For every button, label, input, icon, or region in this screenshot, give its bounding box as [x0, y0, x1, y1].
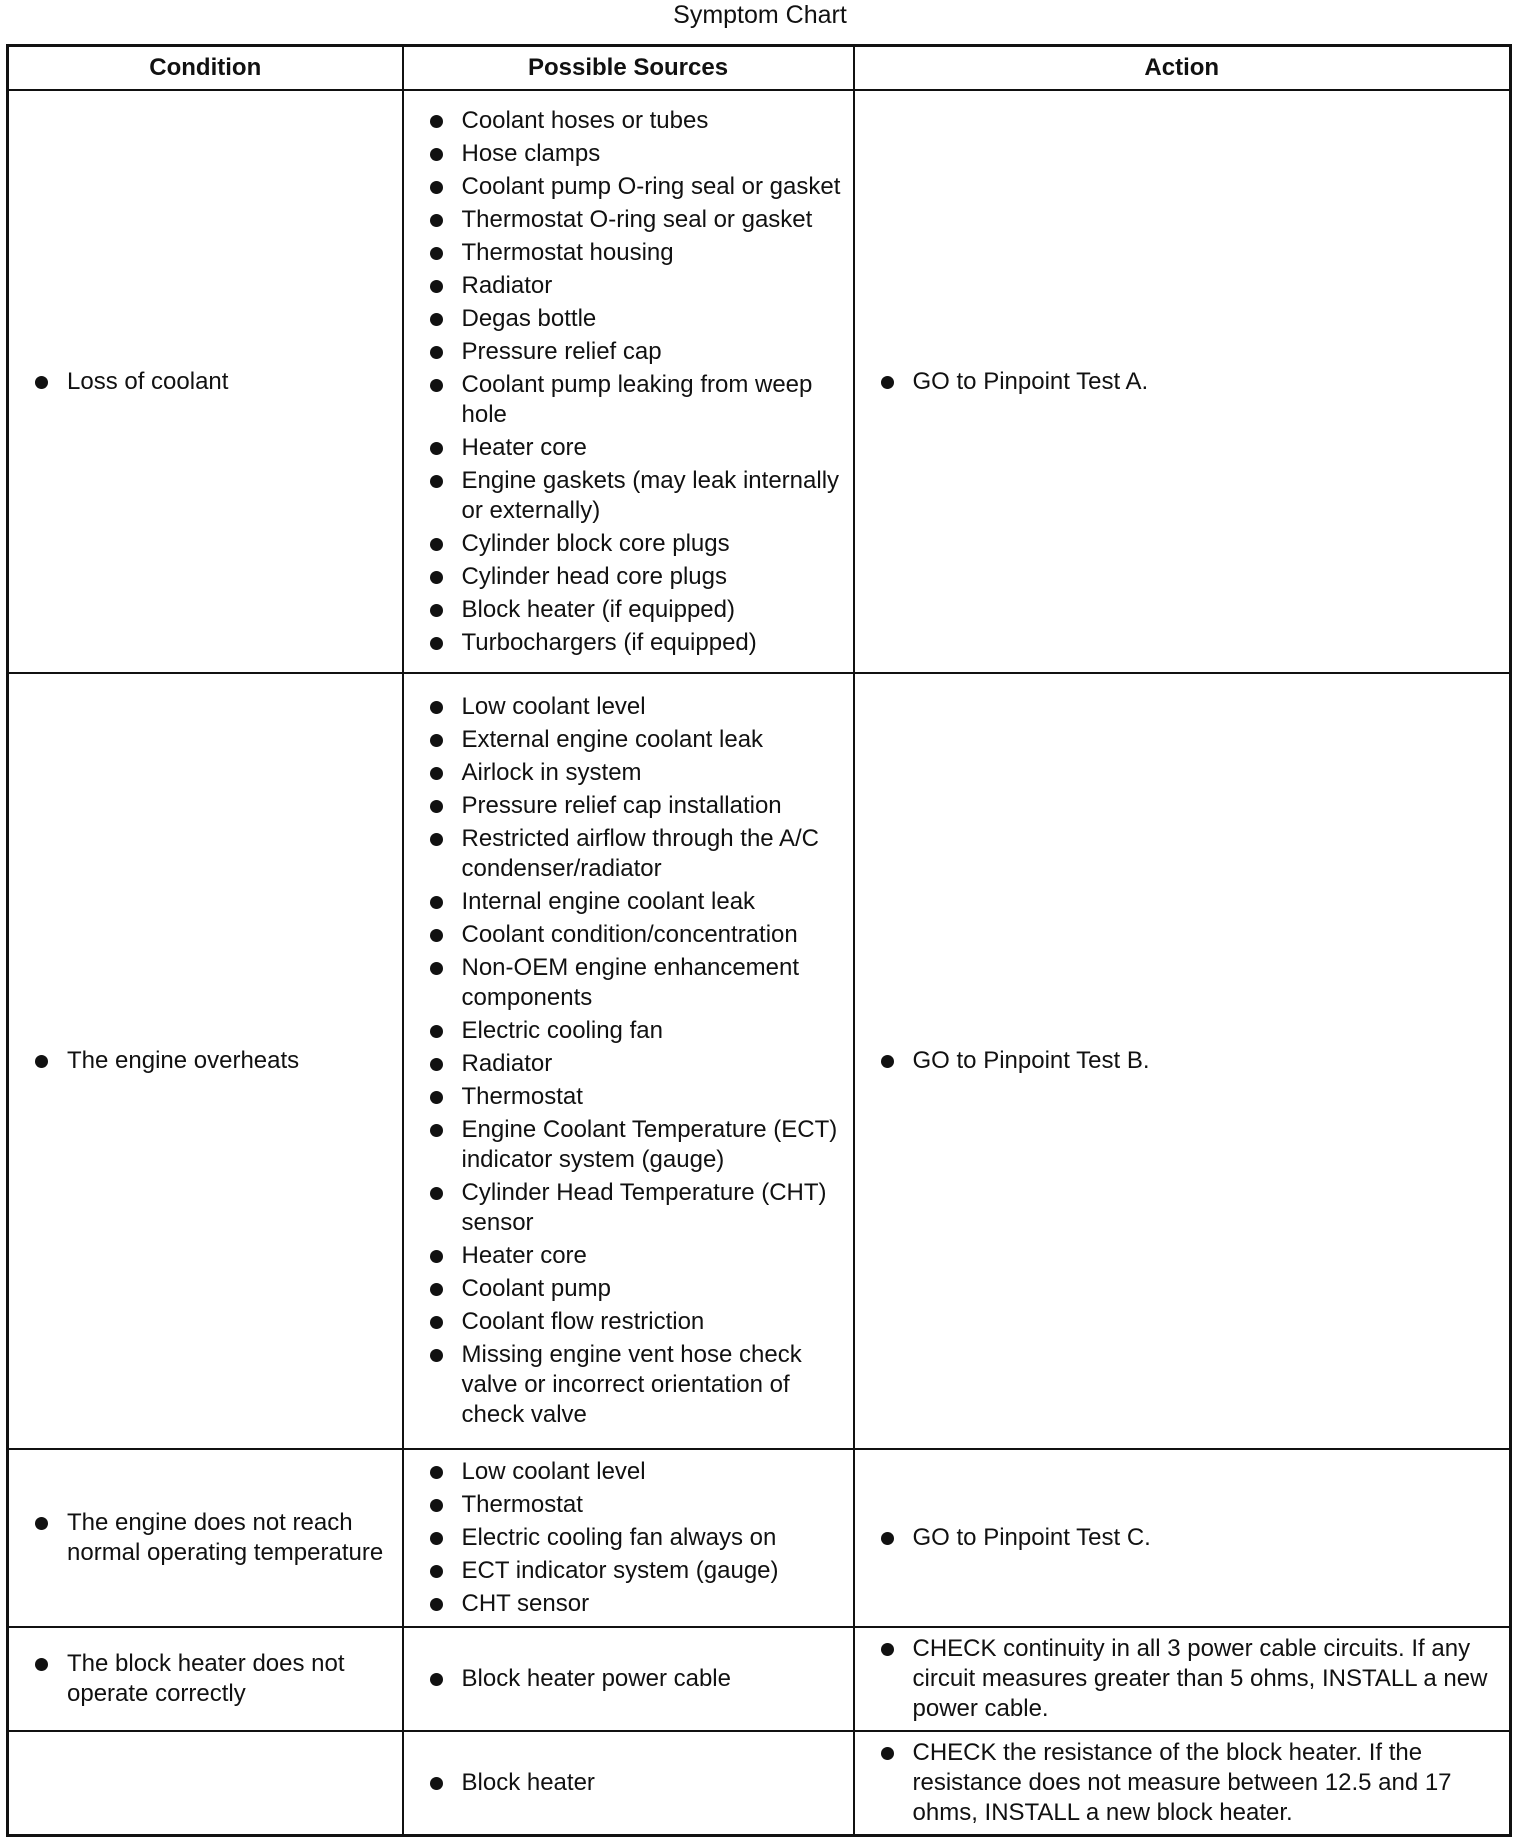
table-row: [8, 90, 1511, 673]
table-row: [8, 1731, 1511, 1835]
source-item: Engine Coolant Temperature (ECT) indicator system (gauge): [404, 1115, 845, 1175]
action-cell: [854, 673, 1511, 1449]
source-item: Low coolant level: [404, 1457, 845, 1487]
source-item: Block heater power cable: [404, 1664, 845, 1694]
source-item: Coolant hoses or tubes: [404, 106, 845, 136]
source-item: Thermostat housing: [404, 238, 845, 268]
header-action: Action: [854, 46, 1511, 91]
source-item: Thermostat: [404, 1082, 845, 1112]
source-item: Block heater: [404, 1768, 845, 1798]
header-condition: Condition: [8, 46, 403, 91]
action-text: GO to Pinpoint Test A.: [855, 367, 1502, 397]
action-text: CHECK continuity in all 3 power cable circuits. If any circuit measures greater than 5 ohms, INSTALL a new power cable.: [855, 1634, 1502, 1724]
source-item: Cylinder Head Temperature (CHT) sensor: [404, 1178, 845, 1238]
source-item: External engine coolant leak: [404, 725, 845, 755]
source-item: Hose clamps: [404, 139, 845, 169]
action-cell: [854, 1449, 1511, 1627]
condition-cell: [8, 90, 403, 673]
source-item: Heater core: [404, 433, 845, 463]
source-item: Cylinder block core plugs: [404, 529, 845, 559]
source-item: Coolant pump leaking from weep hole: [404, 370, 845, 430]
sources-cell: [403, 1627, 854, 1731]
source-item: Internal engine coolant leak: [404, 887, 845, 917]
source-item: Engine gaskets (may leak internally or externally): [404, 466, 845, 526]
action-cell: [854, 1731, 1511, 1835]
condition-cell: [8, 1449, 403, 1627]
symptom-table: [6, 44, 1512, 1837]
source-item: Pressure relief cap installation: [404, 791, 845, 821]
source-item: Low coolant level: [404, 692, 845, 722]
action-text: GO to Pinpoint Test C.: [855, 1523, 1502, 1553]
header-possible-sources: Possible Sources: [403, 46, 854, 91]
sources-cell: [403, 1731, 854, 1835]
source-item: Airlock in system: [404, 758, 845, 788]
table-row: [8, 1449, 1511, 1627]
condition-text: The engine does not reach normal operating temperature: [9, 1508, 394, 1568]
action-text: GO to Pinpoint Test B.: [855, 1046, 1502, 1076]
source-item: Heater core: [404, 1241, 845, 1271]
condition-text: The engine overheats: [9, 1046, 394, 1076]
source-item: Missing engine vent hose check valve or incorrect orientation of check valve: [404, 1340, 845, 1430]
source-item: Cylinder head core plugs: [404, 562, 845, 592]
header-row: [8, 46, 1511, 91]
condition-cell: [8, 1731, 403, 1835]
source-item: CHT sensor: [404, 1589, 845, 1619]
source-item: Pressure relief cap: [404, 337, 845, 367]
condition-text: Loss of coolant: [9, 367, 394, 397]
action-text: CHECK the resistance of the block heater. If the resistance does not measure between 12.5 and 17 ohms, INSTALL a new block heater.: [855, 1738, 1502, 1828]
source-item: Block heater (if equipped): [404, 595, 845, 625]
source-item: Electric cooling fan: [404, 1016, 845, 1046]
condition-text: The block heater does not operate correctly: [9, 1649, 394, 1709]
source-item: Coolant flow restriction: [404, 1307, 845, 1337]
action-cell: [854, 90, 1511, 673]
table-row: [8, 673, 1511, 1449]
source-item: Thermostat O-ring seal or gasket: [404, 205, 845, 235]
source-item: Thermostat: [404, 1490, 845, 1520]
source-item: Turbochargers (if equipped): [404, 628, 845, 658]
source-item: Radiator: [404, 1049, 845, 1079]
chart-title: Symptom Chart: [673, 1, 847, 29]
source-item: Restricted airflow through the A/C condenser/radiator: [404, 824, 845, 884]
table-row: [8, 1627, 1511, 1731]
source-item: Coolant pump O-ring seal or gasket: [404, 172, 845, 202]
sources-cell: [403, 673, 854, 1449]
source-item: Radiator: [404, 271, 845, 301]
condition-cell: [8, 673, 403, 1449]
sources-cell: [403, 1449, 854, 1627]
source-item: Degas bottle: [404, 304, 845, 334]
action-cell: [854, 1627, 1511, 1731]
source-item: Coolant pump: [404, 1274, 845, 1304]
source-item: Non-OEM engine enhancement components: [404, 953, 845, 1013]
sources-cell: [403, 90, 854, 673]
source-item: Coolant condition/concentration: [404, 920, 845, 950]
source-item: Electric cooling fan always on: [404, 1523, 845, 1553]
condition-cell: [8, 1627, 403, 1731]
source-item: ECT indicator system (gauge): [404, 1556, 845, 1586]
